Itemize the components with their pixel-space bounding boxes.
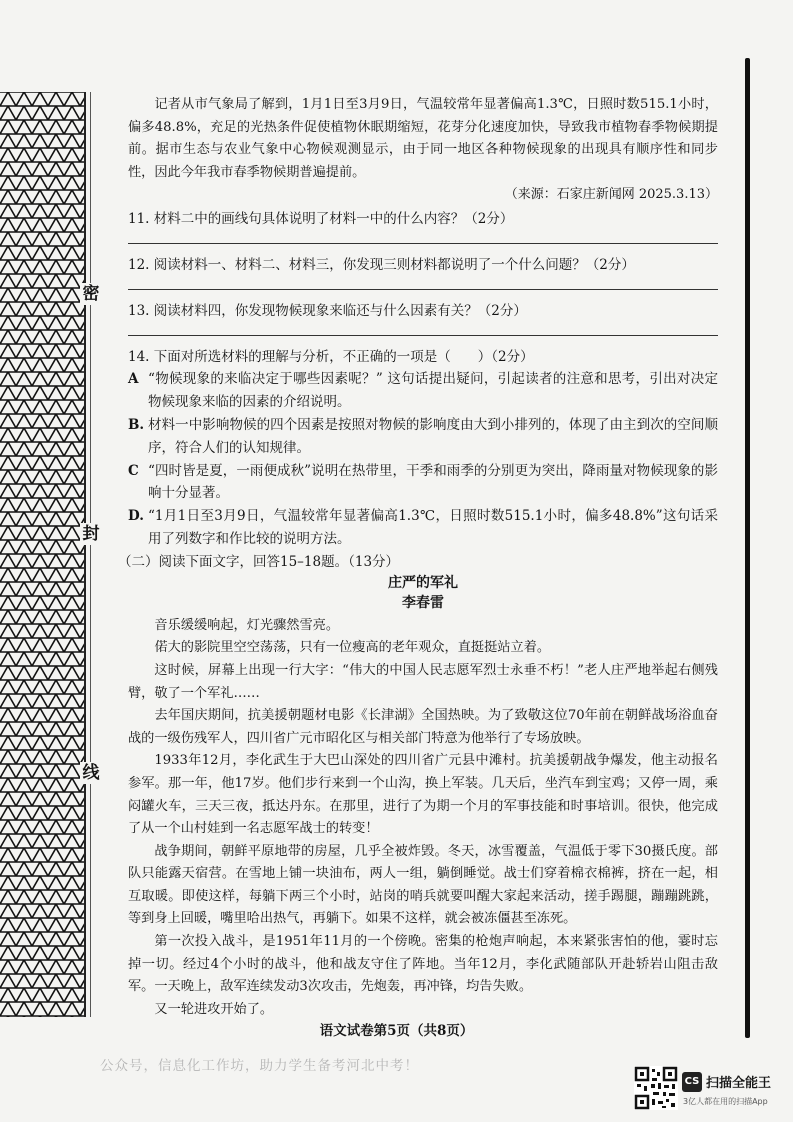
qr-code-icon: [634, 1066, 678, 1110]
article-paragraph: 音乐缓缓响起，灯光骤然雪亮。: [154, 617, 340, 633]
option-text: “1月1日至3月9日，气温较常年显著偏高1.3℃，日照时数515.1小时，偏多48.8%”这句话采用了列数字和作比较的说明方法。: [148, 508, 718, 547]
answer-line-11[interactable]: [128, 230, 718, 244]
article-paragraph: 第一次投入战斗，是1951年11月的一个傍晚。密集的枪炮声响起，本来紧张害怕的他，霎时忘掉一切。经过4个小时的战斗，他和战友守住了阵地。当年12月，李化武随部队开赴轿岩山阻击敌军。一天晚上，敌军连续发动3次攻击，先炮轰，再冲锋，均告失败。: [128, 934, 718, 995]
answer-line-12[interactable]: [128, 276, 718, 290]
page-content: [118, 94, 718, 1021]
camscanner-name: 扫描全能王: [706, 1076, 772, 1091]
question-14: 14. 下面对所选材料的理解与分析，不正确的一项是（ ）（2分）: [128, 349, 534, 366]
page-footer: 语文试卷第5页（共8页）: [319, 1023, 474, 1039]
option-b: [128, 414, 718, 460]
article-paragraph: 去年国庆期间，抗美援朝题材电影《长津湖》全国热映。为了致敬这位70年前在朝鲜战场浴血奋战的一级伤残军人，四川省广元市昭化区与相关部门特意为他举行了专场放映。: [128, 708, 718, 746]
question-12: 12. 阅读材料一、材料二、材料三，你发现三则材料都说明了一个什么问题？（2分）: [128, 257, 635, 274]
seal-char-mi: 密: [80, 283, 102, 305]
option-c: [128, 460, 718, 506]
article-paragraph: 战争期间，朝鲜平原地带的房屋，几乎全被炸毁。冬天，冰雪覆盖，气温低于零下30摄氏度。部队只能露天宿营。在雪地上铺一块油布，两人一组，躺倒睡觉。战士们穿着棉衣棉裤，挤在一起，相互取暖。即使这样，每躺下两三个小时，站岗的哨兵就要叫醒大家起来活动，搓手踢腿，蹦蹦跳跳，等到身上回暖，嘴里哈出热气，再躺下。如果不这样，就会被冻僵甚至冻死。: [128, 843, 718, 927]
article-title: 庄严的军礼: [388, 574, 458, 591]
option-label: C: [128, 462, 139, 479]
seal-char-xian: 线: [80, 762, 102, 784]
seal-char-feng: 封: [80, 523, 102, 545]
article-author: 李春雷: [402, 594, 444, 611]
question-11: 11. 材料二中的画线句具体说明了材料一中的什么内容？（2分）: [128, 211, 514, 228]
option-label: D.: [128, 508, 144, 525]
article-paragraph: 又一轮进攻开始了。: [154, 1001, 274, 1017]
section-heading: （二）阅读下面文字，回答15–18题。（13分）: [118, 553, 400, 570]
camscanner-tagline: 3亿人都在用的扫描App: [683, 1097, 768, 1106]
option-text: 材料一中影响物候的四个因素是按照对物候的影响度由大到小排列的，体现了由主到次的空间顺序，符合人们的认知规律。: [148, 416, 718, 456]
option-text: “物候现象的来临决定于哪些因素呢？” 这句话提出疑问，引起读者的注意和思考，引出对决定物候现象来临的因素的介绍说明。: [148, 371, 718, 411]
material-source: （来源：石家庄新闻网 2025.3.13）: [504, 187, 718, 203]
material-paragraph: 记者从市气象局了解到，1月1日至3月9日，气温较常年显著偏高1.3℃，日照时数515.1小时，偏多48.8%，充足的光热条件促使植物休眠期缩短，花芽分化速度加快，导致我市植物春季物候期提前。据市生态与农业气象中心物候观测显示，由于同一地区各种物候现象的出现具有顺序性和同步性，因此今年我市春季物候期普遍提前。: [128, 97, 718, 180]
option-a: [128, 368, 718, 414]
article-paragraph: 1933年12月，李化武生于大巴山深处的四川省广元县中滩村。抗美援朝战争爆发，他主动报名参军。那一年，他17岁。他们步行来到一个山沟，换上军装。几天后，坐汽车到宝鸡；又停一周，乘闷罐火车，三天三夜，抵达丹东。在那里，进行了为期一个月的军事技能和时事培训。很快，他完成了从一个山村娃到一名志愿军战士的转变！: [128, 753, 718, 837]
binding-line: [90, 92, 91, 1017]
option-text: “四时皆是夏，一雨便成秋”说明在热带里，干季和雨季的分别更为突出，降雨量对物候现象的影响十分显著。: [148, 462, 718, 502]
question-13: 13. 阅读材料四，你发现物候现象来临还与什么因素有关？（2分）: [128, 303, 527, 320]
article-paragraph: 偌大的影院里空空荡荡，只有一位瘦高的老年观众，直挺挺站立着。: [154, 640, 551, 656]
option-d: [128, 505, 718, 551]
watermark-text: 公众号，信息化工作坊，助力学生备考河北中考！: [100, 1058, 419, 1074]
binding-margin-pattern: [0, 92, 86, 1017]
page-edge-bar: [745, 58, 750, 1038]
answer-line-13[interactable]: [128, 322, 718, 336]
article-paragraph: 这时候，屏幕上出现一行大字：“伟大的中国人民志愿军烈士永垂不朽！”老人庄严地举起右侧残臂，敬了一个军礼……: [128, 662, 718, 701]
camscanner-logo: CS: [682, 1072, 702, 1092]
option-label: B.: [128, 416, 145, 433]
option-label: A: [128, 371, 139, 388]
